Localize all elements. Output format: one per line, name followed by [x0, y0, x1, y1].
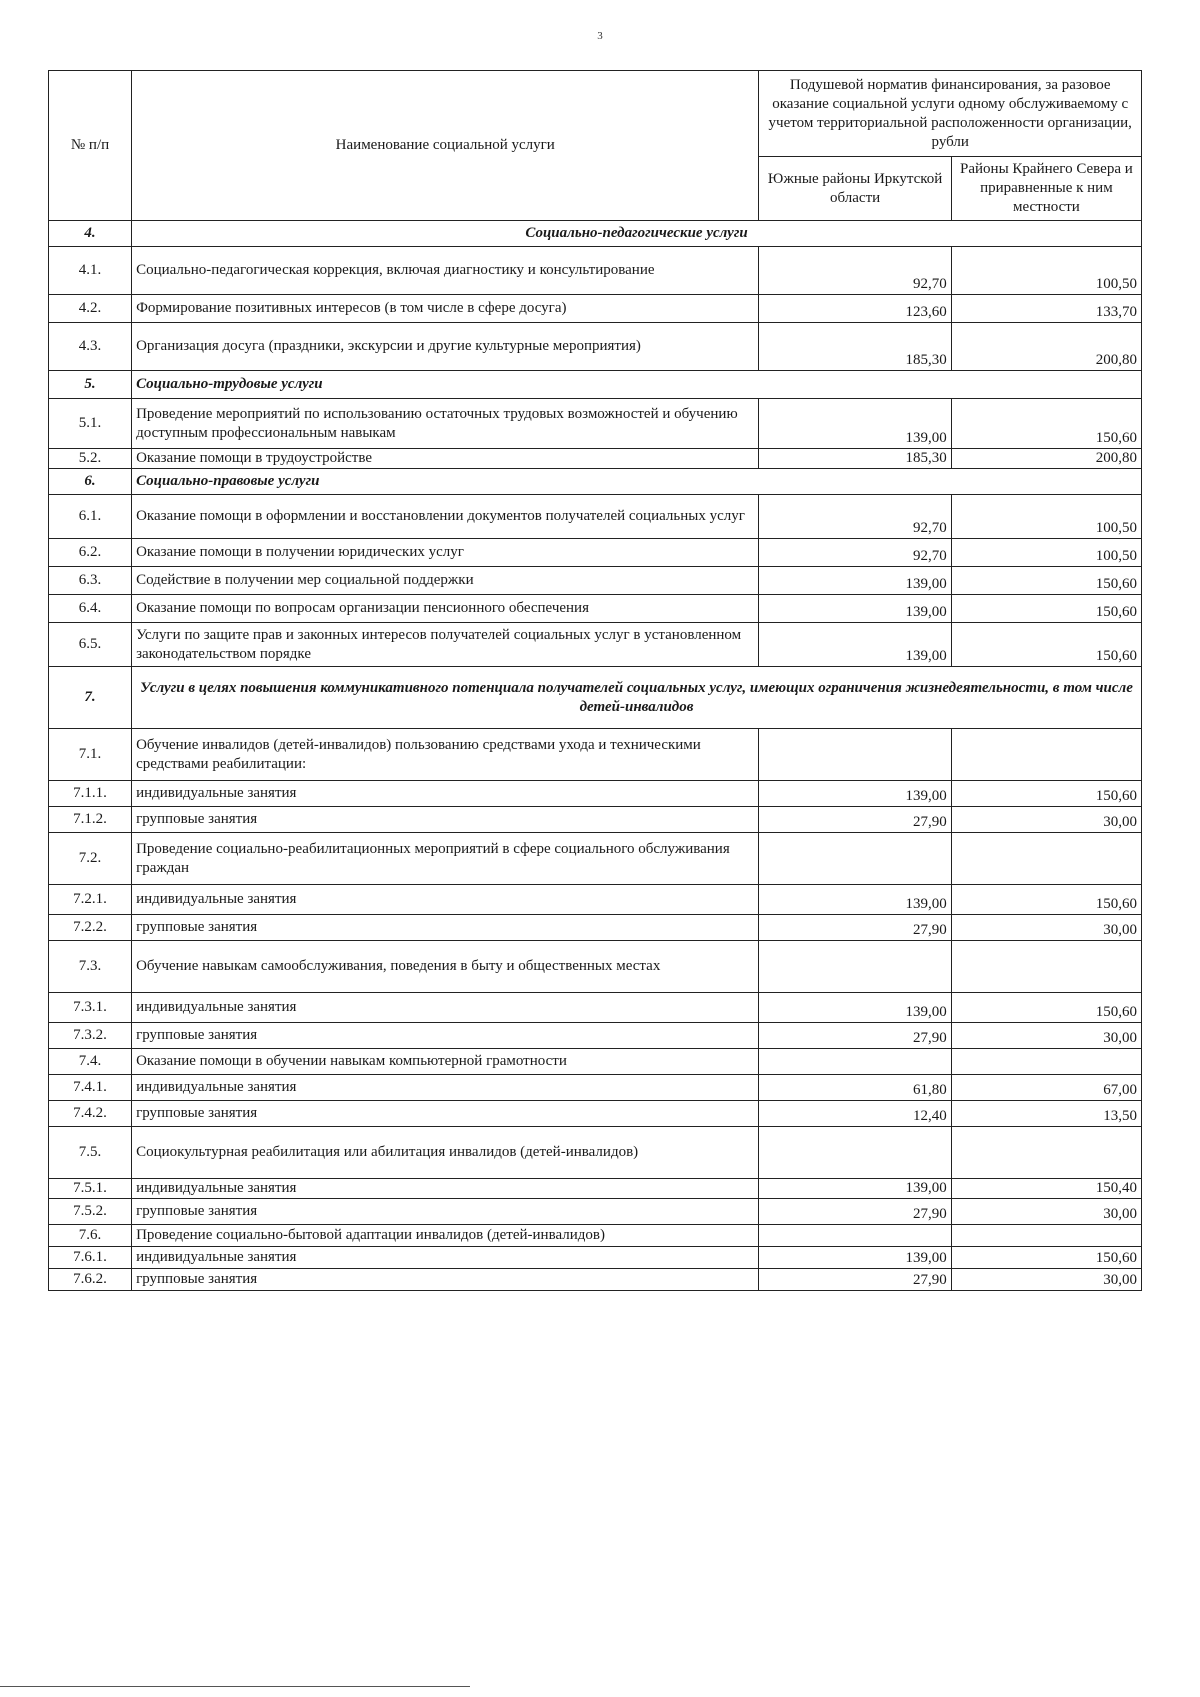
value-north: 150,60 — [951, 623, 1141, 667]
value-south: 139,00 — [759, 1179, 951, 1199]
value-north — [951, 1225, 1141, 1247]
row-number: 7.6. — [49, 1225, 132, 1247]
value-north: 150,60 — [951, 595, 1141, 623]
table-row — [49, 247, 1142, 295]
section-row — [49, 667, 1142, 729]
row-number: 7.3.2. — [49, 1023, 132, 1049]
service-name: Обучение инвалидов (детей-инвалидов) пользованию средствами ухода и техническими средствами реабилитации: — [132, 729, 759, 781]
row-number: 7.3. — [49, 941, 132, 993]
service-name: групповые занятия — [132, 1269, 759, 1291]
table-row — [49, 993, 1142, 1023]
value-south: 139,00 — [759, 885, 951, 915]
value-north: 30,00 — [951, 807, 1141, 833]
table-row — [49, 595, 1142, 623]
row-number: 7.4.2. — [49, 1101, 132, 1127]
table-row — [49, 1049, 1142, 1075]
row-number: 7.5.1. — [49, 1179, 132, 1199]
table-row — [49, 1179, 1142, 1199]
service-name: индивидуальные занятия — [132, 1247, 759, 1269]
table-row — [49, 807, 1142, 833]
value-north: 150,40 — [951, 1179, 1141, 1199]
services-table — [48, 70, 1142, 1291]
row-number: 7.2.2. — [49, 915, 132, 941]
value-south: 139,00 — [759, 781, 951, 807]
bottom-divider — [0, 1686, 470, 1687]
service-name: Социокультурная реабилитация или абилитация инвалидов (детей-инвалидов) — [132, 1127, 759, 1179]
value-south: 92,70 — [759, 247, 951, 295]
service-name: Проведение социально-реабилитационных мероприятий в сфере социального обслуживания граждан — [132, 833, 759, 885]
service-name: индивидуальные занятия — [132, 781, 759, 807]
table-row — [49, 1023, 1142, 1049]
value-north — [951, 1127, 1141, 1179]
service-name: индивидуальные занятия — [132, 885, 759, 915]
value-south: 92,70 — [759, 539, 951, 567]
section-row — [49, 221, 1142, 247]
row-number: 7.1. — [49, 729, 132, 781]
section-title: Социально-правовые услуги — [132, 469, 1142, 495]
value-north: 200,80 — [951, 449, 1141, 469]
service-name: Проведение мероприятий по использованию остаточных трудовых возможностей и обучению доступным профессиональным навыкам — [132, 399, 759, 449]
table-row — [49, 567, 1142, 595]
service-name: индивидуальные занятия — [132, 1179, 759, 1199]
table-row — [49, 623, 1142, 667]
header-north: Районы Крайнего Севера и приравненные к ним местности — [951, 157, 1141, 221]
section-row — [49, 371, 1142, 399]
table-row — [49, 399, 1142, 449]
value-south: 139,00 — [759, 993, 951, 1023]
section-number: 4. — [49, 221, 132, 247]
row-number: 6.1. — [49, 495, 132, 539]
value-south: 185,30 — [759, 449, 951, 469]
service-name: Оказание помощи в оформлении и восстановлении документов получателей социальных услуг — [132, 495, 759, 539]
service-name: индивидуальные занятия — [132, 993, 759, 1023]
value-north — [951, 729, 1141, 781]
row-number: 7.5.2. — [49, 1199, 132, 1225]
header-num: № п/п — [49, 71, 132, 221]
table-row — [49, 781, 1142, 807]
service-name: Проведение социально-бытовой адаптации инвалидов (детей-инвалидов) — [132, 1225, 759, 1247]
row-number: 4.2. — [49, 295, 132, 323]
service-name: групповые занятия — [132, 915, 759, 941]
value-south: 139,00 — [759, 595, 951, 623]
value-south: 185,30 — [759, 323, 951, 371]
service-name: групповые занятия — [132, 807, 759, 833]
table-row — [49, 323, 1142, 371]
section-title: Социально-педагогические услуги — [132, 221, 1142, 247]
value-south: 27,90 — [759, 915, 951, 941]
value-south — [759, 1127, 951, 1179]
header-norm: Подушевой норматив финансирования, за разовое оказание социальной услуги одному обслуживаемому с учетом территориальной расположенности организации, рубли — [759, 71, 1142, 157]
value-north — [951, 941, 1141, 993]
value-north: 30,00 — [951, 1023, 1141, 1049]
table-row — [49, 1247, 1142, 1269]
value-north: 100,50 — [951, 495, 1141, 539]
service-name: Обучение навыкам самообслуживания, поведения в быту и общественных местах — [132, 941, 759, 993]
row-number: 7.5. — [49, 1127, 132, 1179]
row-number: 5.1. — [49, 399, 132, 449]
service-name: групповые занятия — [132, 1023, 759, 1049]
row-number: 7.2. — [49, 833, 132, 885]
service-name: Содействие в получении мер социальной поддержки — [132, 567, 759, 595]
value-south: 123,60 — [759, 295, 951, 323]
value-south: 27,90 — [759, 1023, 951, 1049]
value-south — [759, 941, 951, 993]
table-row — [49, 1225, 1142, 1247]
service-name: Оказание помощи в трудоустройстве — [132, 449, 759, 469]
value-north: 150,60 — [951, 781, 1141, 807]
section-number: 7. — [49, 667, 132, 729]
row-number: 6.5. — [49, 623, 132, 667]
row-number: 4.3. — [49, 323, 132, 371]
section-title: Услуги в целях повышения коммуникативного потенциала получателей социальных услуг, имеющих ограничения жизнедеятельности, в том числе детей-инвалидов — [132, 667, 1142, 729]
value-south: 27,90 — [759, 1199, 951, 1225]
value-south: 139,00 — [759, 399, 951, 449]
table-row — [49, 833, 1142, 885]
service-name: индивидуальные занятия — [132, 1075, 759, 1101]
service-name: групповые занятия — [132, 1199, 759, 1225]
header-south: Южные районы Иркутской области — [759, 157, 951, 221]
value-south — [759, 833, 951, 885]
value-north: 150,60 — [951, 993, 1141, 1023]
table-row — [49, 885, 1142, 915]
value-north — [951, 1049, 1141, 1075]
section-row — [49, 469, 1142, 495]
table-row — [49, 539, 1142, 567]
row-number: 7.1.1. — [49, 781, 132, 807]
row-number: 5.2. — [49, 449, 132, 469]
value-north: 100,50 — [951, 539, 1141, 567]
value-south: 27,90 — [759, 807, 951, 833]
value-south: 139,00 — [759, 567, 951, 595]
row-number: 7.6.1. — [49, 1247, 132, 1269]
service-name: Оказание помощи в получении юридических услуг — [132, 539, 759, 567]
row-number: 7.1.2. — [49, 807, 132, 833]
header-row-1 — [49, 71, 1142, 157]
value-north — [951, 833, 1141, 885]
row-number: 7.4. — [49, 1049, 132, 1075]
table-row — [49, 1075, 1142, 1101]
table-row — [49, 495, 1142, 539]
value-south: 61,80 — [759, 1075, 951, 1101]
value-south — [759, 1049, 951, 1075]
value-north: 30,00 — [951, 915, 1141, 941]
section-title: Социально-трудовые услуги — [132, 371, 1142, 399]
value-south: 139,00 — [759, 1247, 951, 1269]
value-north: 100,50 — [951, 247, 1141, 295]
value-north: 13,50 — [951, 1101, 1141, 1127]
value-south — [759, 729, 951, 781]
section-number: 6. — [49, 469, 132, 495]
value-north: 150,60 — [951, 885, 1141, 915]
table-row — [49, 295, 1142, 323]
value-south: 27,90 — [759, 1269, 951, 1291]
table-row — [49, 1127, 1142, 1179]
service-name: Формирование позитивных интересов (в том числе в сфере досуга) — [132, 295, 759, 323]
row-number: 7.3.1. — [49, 993, 132, 1023]
header-name: Наименование социальной услуги — [132, 71, 759, 221]
table-row — [49, 1269, 1142, 1291]
value-north: 30,00 — [951, 1269, 1141, 1291]
page-number: 3 — [597, 30, 603, 42]
table-row — [49, 729, 1142, 781]
row-number: 7.2.1. — [49, 885, 132, 915]
table-row — [49, 449, 1142, 469]
value-south — [759, 1225, 951, 1247]
section-number: 5. — [49, 371, 132, 399]
value-south: 139,00 — [759, 623, 951, 667]
value-north: 150,60 — [951, 567, 1141, 595]
row-number: 6.2. — [49, 539, 132, 567]
row-number: 7.4.1. — [49, 1075, 132, 1101]
value-north: 150,60 — [951, 399, 1141, 449]
row-number: 6.4. — [49, 595, 132, 623]
value-south: 92,70 — [759, 495, 951, 539]
value-north: 30,00 — [951, 1199, 1141, 1225]
value-north: 150,60 — [951, 1247, 1141, 1269]
row-number: 4.1. — [49, 247, 132, 295]
table-row — [49, 915, 1142, 941]
row-number: 6.3. — [49, 567, 132, 595]
service-name: Социально-педагогическая коррекция, включая диагностику и консультирование — [132, 247, 759, 295]
value-south: 12,40 — [759, 1101, 951, 1127]
table-row — [49, 1199, 1142, 1225]
service-name: Услуги по защите прав и законных интересов получателей социальных услуг в установленном законодательством порядке — [132, 623, 759, 667]
table-row — [49, 1101, 1142, 1127]
service-name: Оказание помощи в обучении навыкам компьютерной грамотности — [132, 1049, 759, 1075]
row-number: 7.6.2. — [49, 1269, 132, 1291]
table-row — [49, 941, 1142, 993]
service-name: групповые занятия — [132, 1101, 759, 1127]
service-name: Оказание помощи по вопросам организации пенсионного обеспечения — [132, 595, 759, 623]
value-north: 67,00 — [951, 1075, 1141, 1101]
value-north: 200,80 — [951, 323, 1141, 371]
service-name: Организация досуга (праздники, экскурсии и другие культурные мероприятия) — [132, 323, 759, 371]
value-north: 133,70 — [951, 295, 1141, 323]
